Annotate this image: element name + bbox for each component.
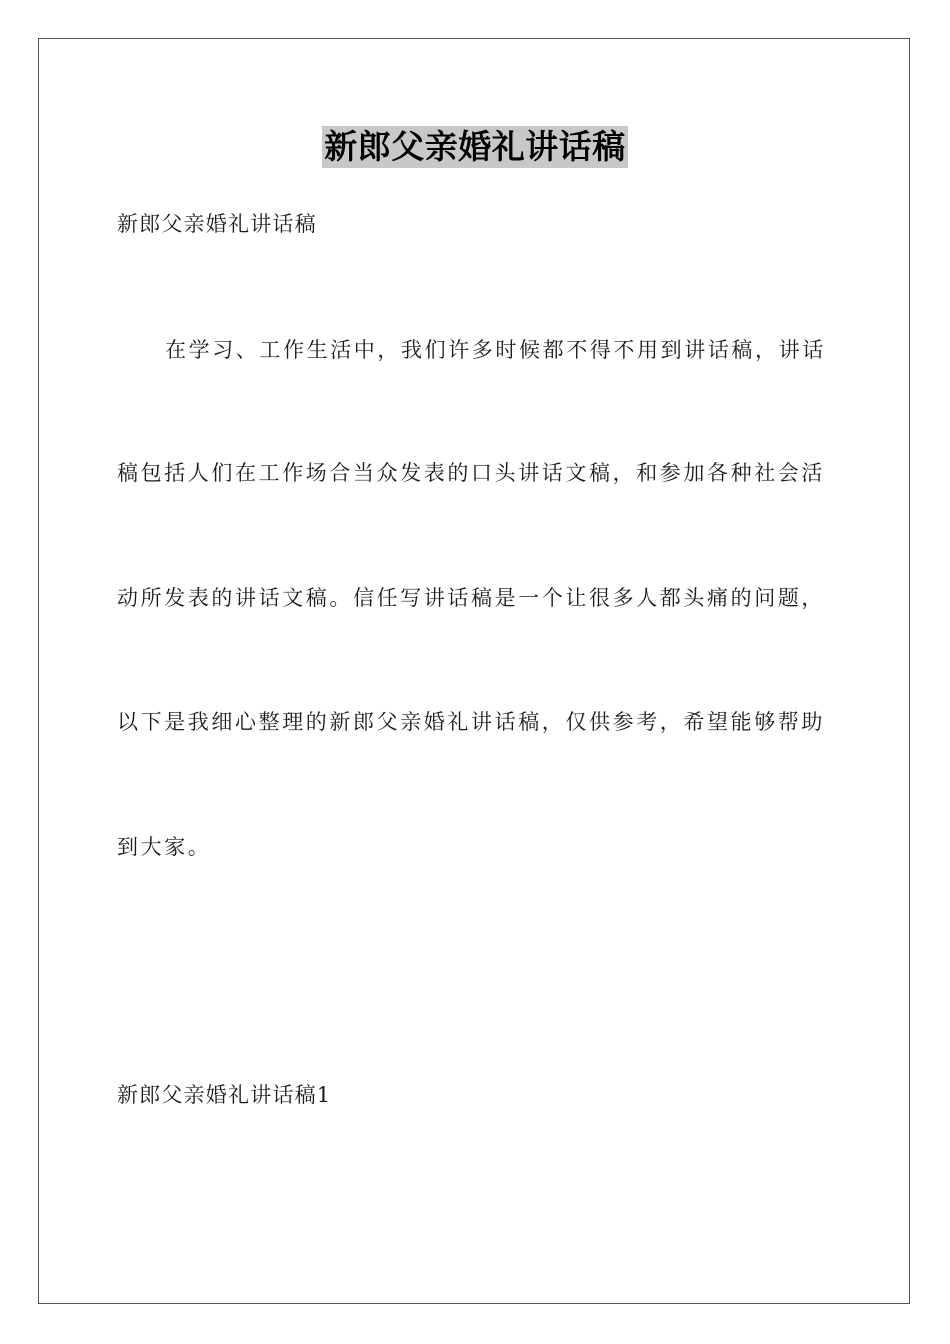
document-subtitle: 新郎父亲婚礼讲话稿 xyxy=(117,212,317,236)
intro-line-3: 动所发表的讲话文稿。信任写讲话稿是一个让很多人都头痛的问题， xyxy=(117,586,825,610)
title-container xyxy=(0,126,950,168)
intro-line-2: 稿包括人们在工作场合当众发表的口头讲话文稿，和参加各种社会活 xyxy=(117,461,825,485)
section-heading: 新郎父亲婚礼讲话稿1 xyxy=(117,1083,332,1107)
intro-line-5: 到大家。 xyxy=(117,835,212,859)
intro-line-1: 在学习、工作生活中，我们许多时候都不得不用到讲话稿，讲话 xyxy=(165,338,826,362)
intro-line-4: 以下是我细心整理的新郎父亲婚礼讲话稿，仅供参考，希望能够帮助 xyxy=(117,710,825,734)
document-title: 新郎父亲婚礼讲话稿 xyxy=(324,127,626,166)
